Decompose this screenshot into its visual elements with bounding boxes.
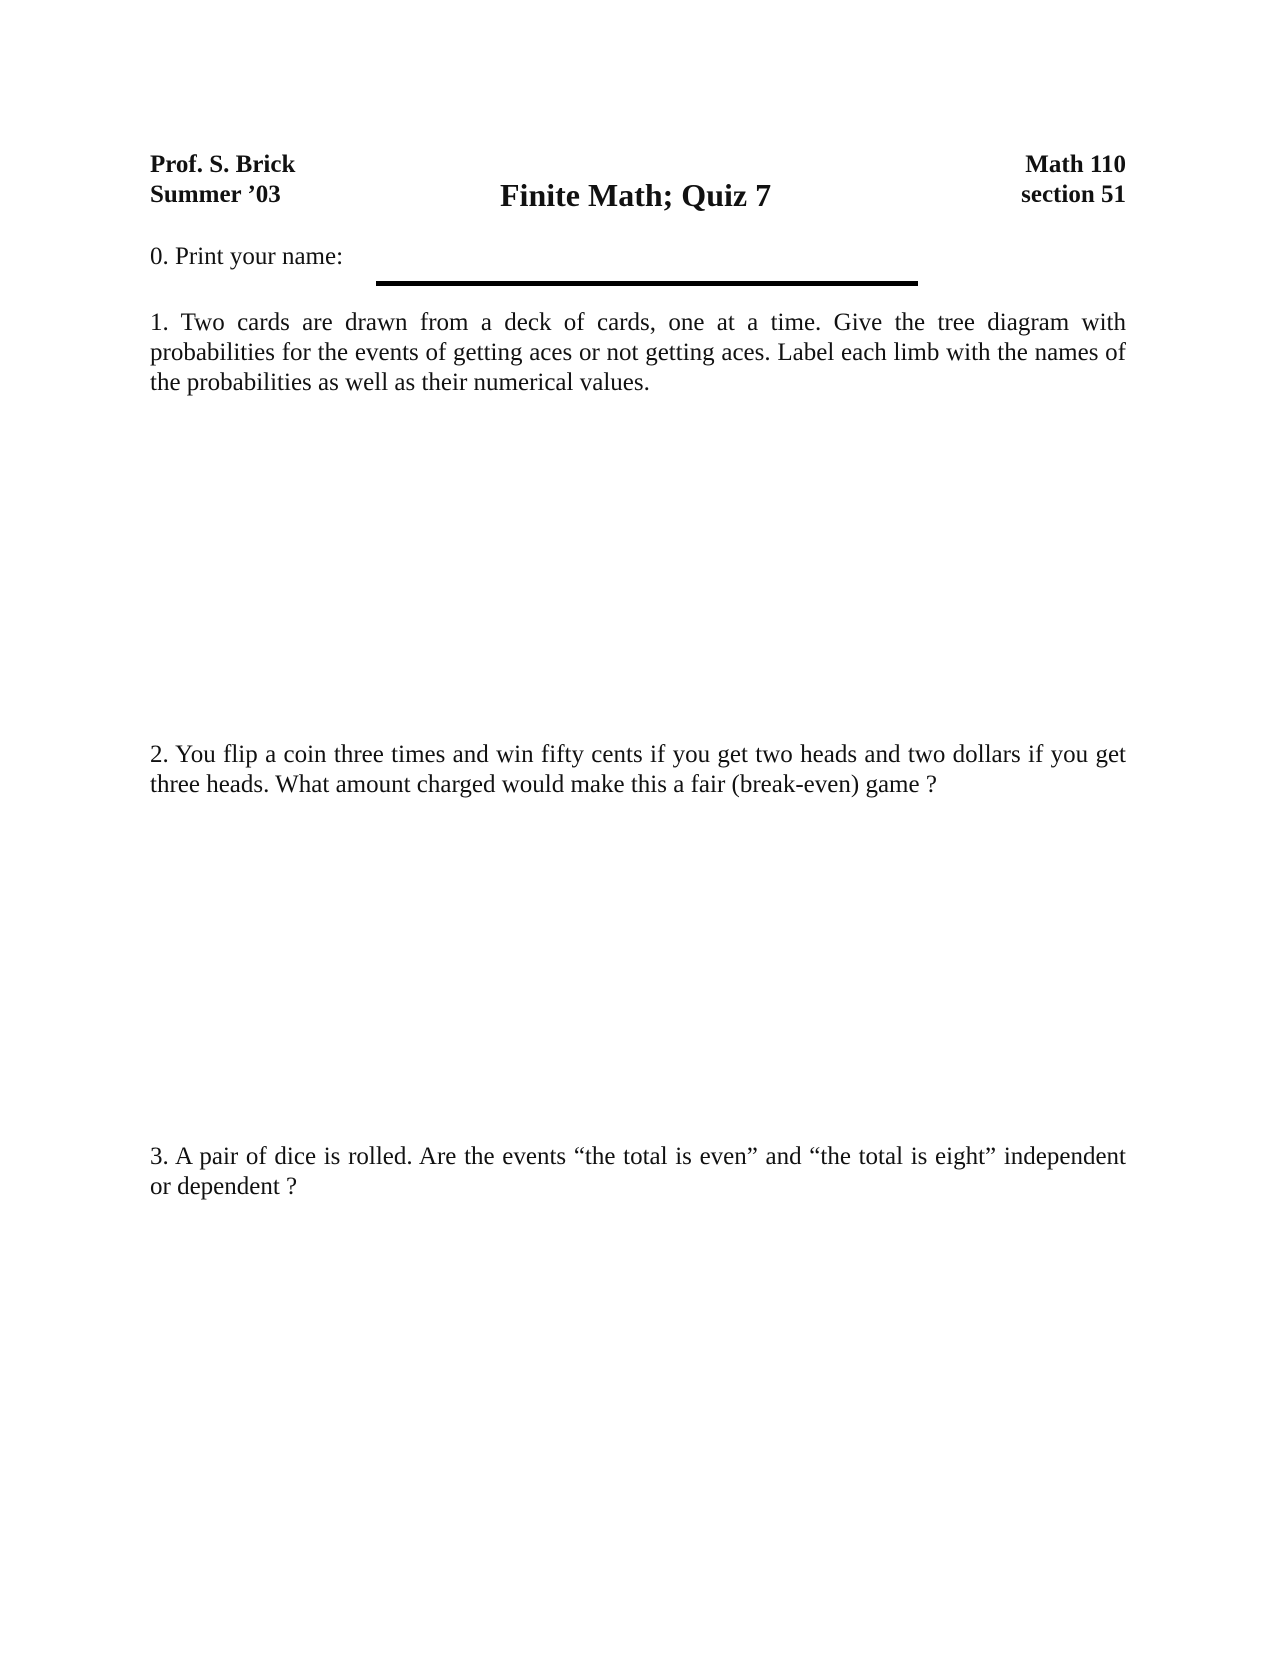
instructor-name: Prof. S. Brick <box>150 151 296 178</box>
question-2: 2. You flip a coin three times and win fifty cents if you get two heads and two dollars if you get three heads. What amount charged would make this a fair (break-even) game ? <box>150 741 1126 798</box>
section-number: section 51 <box>1021 181 1126 208</box>
header-left <box>150 150 295 210</box>
name-answer-line <box>376 281 918 286</box>
course-number: Math 110 <box>1025 151 1126 178</box>
question-3: 3. A pair of dice is rolled. Are the events “the total is even” and “the total is eight” independent or dependent ? <box>150 1143 1126 1200</box>
page-title: Finite Math; Quiz 7 <box>500 177 772 213</box>
name-prompt: 0. Print your name: <box>150 243 344 270</box>
question-1: 1. Two cards are drawn from a deck of cards, one at a time. Give the tree diagram with probabilities for the events of getting aces or not getting aces. Label each limb with the names of the probabilities as well as their numerical values. <box>150 309 1126 396</box>
header-right <box>1021 150 1126 210</box>
term: Summer ’03 <box>150 181 281 208</box>
